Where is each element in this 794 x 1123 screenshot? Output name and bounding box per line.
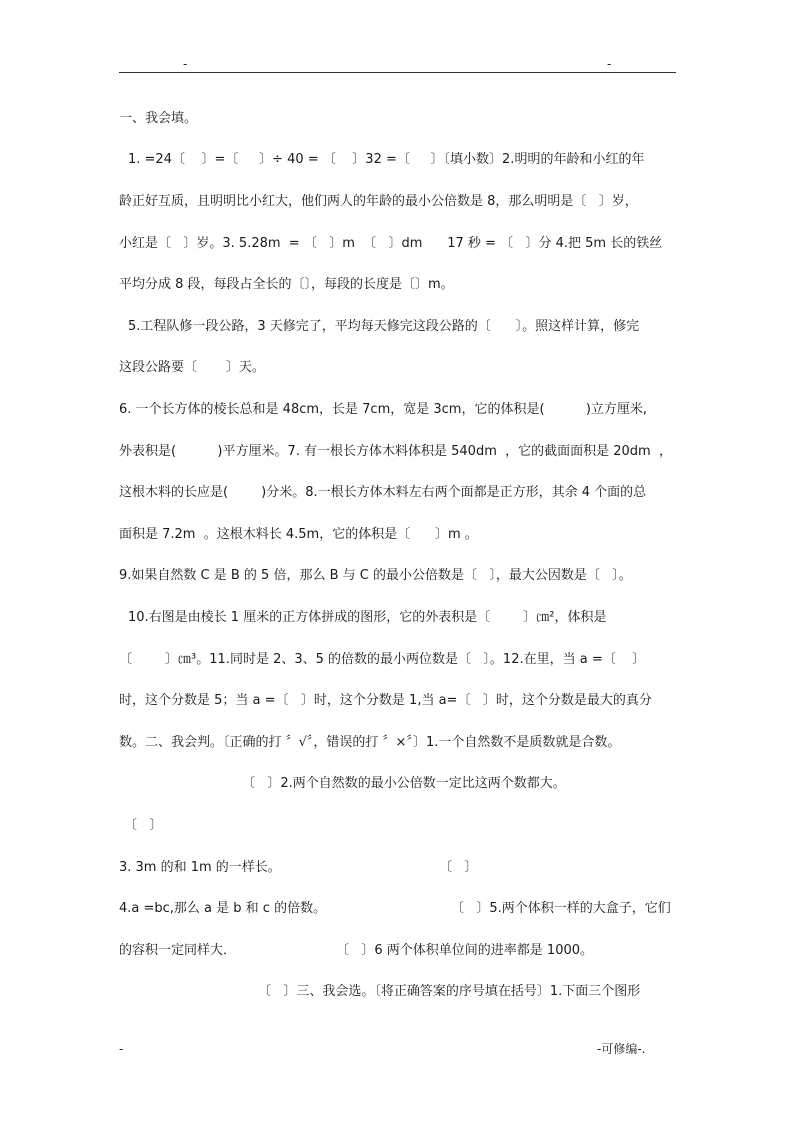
body-line: 10.右图是由棱长 1 厘米的正方体拼成的图形，它的外表积是〔 〕㎝²，体积是 (128, 610, 607, 625)
judge-bracket: 〔 〕 (439, 860, 478, 875)
body-line: 这段公路要〔 〕天。 (119, 360, 265, 375)
header-left-mark: - (183, 57, 188, 71)
judge-line: 的容积一定同样大． (119, 943, 237, 958)
body-line: 9.如果自然数 C 是 B 的 5 倍，那么 B 与 C 的最小公倍数是〔 〕，最大公因数是〔 〕。 (119, 568, 632, 583)
footer-right-text: -可修编-. (597, 1042, 646, 1056)
body-line: 面积是 7.2m 。这根木料长 4.5m，它的体积是〔 〕m 。 (119, 527, 478, 542)
body-line: 小红是〔 〕岁。3. 5.28m = 〔 〕m 〔 〕dm 17 秒 = 〔 〕分 4.把 5m 长的铁丝 (119, 236, 663, 251)
judge-line: 〔 〕2.两个自然数的最小公倍数一定比这两个数都大。 (242, 776, 566, 791)
section-heading-fill: 一、我会填。 (119, 111, 198, 126)
body-line: 时，这个分数是 5；当 a =〔 〕时，这个分数是 1,当 a=〔 〕时，这个分数是最大的真分 (119, 693, 652, 708)
body-line: 外表积是( )平方厘米。7. 有一根长方体木料体积是 540dm ，它的截面面积是 20dm ， (119, 444, 672, 459)
body-line: 〔 〕㎝³。11.同时是 2、3、5 的倍数的最小两位数是〔 〕。12.在里，当 a =〔 〕 (119, 652, 646, 667)
body-line: 龄正好互质，且明明比小红大，他们两人的年龄的最小公倍数是 8，那么明明是〔 〕岁， (119, 194, 638, 209)
body-line: 5.工程队修一段公路，3 天修完了，平均每天修完这段公路的〔 〕。照这样计算，修完 (128, 319, 640, 334)
judge-line: 〔 〕6 两个体积单位间的进率都是 1000。 (336, 943, 594, 958)
body-line: 这根木料的长应是( )分米。8.一根长方体木料左右两个面都是正方形，其余 4 个面的总 (119, 485, 647, 500)
choose-line: 〔 〕三、我会选。〔将正确答案的序号填在括号〕1.下面三个图形 (258, 984, 641, 999)
judge-bracket: 〔 〕 (124, 818, 163, 833)
header-right-mark: - (607, 57, 612, 71)
judge-line: 〔 〕5.两个体积一样的大盒子，它们 (451, 901, 671, 916)
body-line: 平均分成 8 段，每段占全长的〔〕，每段的长度是〔〕m。 (119, 277, 454, 292)
footer-left-mark: - (119, 1042, 124, 1056)
body-line: 数。二、我会判。〔正确的打 〞√〞，错误的打 〞×〞〕1.一个自然数不是质数就是合数。 (119, 735, 621, 750)
judge-line: 4.a =bc,那么 a 是 b 和 c 的倍数。 (119, 901, 327, 916)
body-line: 1. =24〔 〕=〔 〕÷ 40 = 〔 〕32 =〔 〕〔填小数〕2.明明的年龄和小红的年 (128, 152, 645, 167)
body-line: 6. 一个长方体的棱长总和是 48cm，长是 7cm，宽是 3cm，它的体积是( )立方厘米, (119, 402, 648, 417)
header-rule (119, 72, 676, 73)
judge-line: 3. 3m 的和 1m 的一样长。 (119, 860, 281, 875)
